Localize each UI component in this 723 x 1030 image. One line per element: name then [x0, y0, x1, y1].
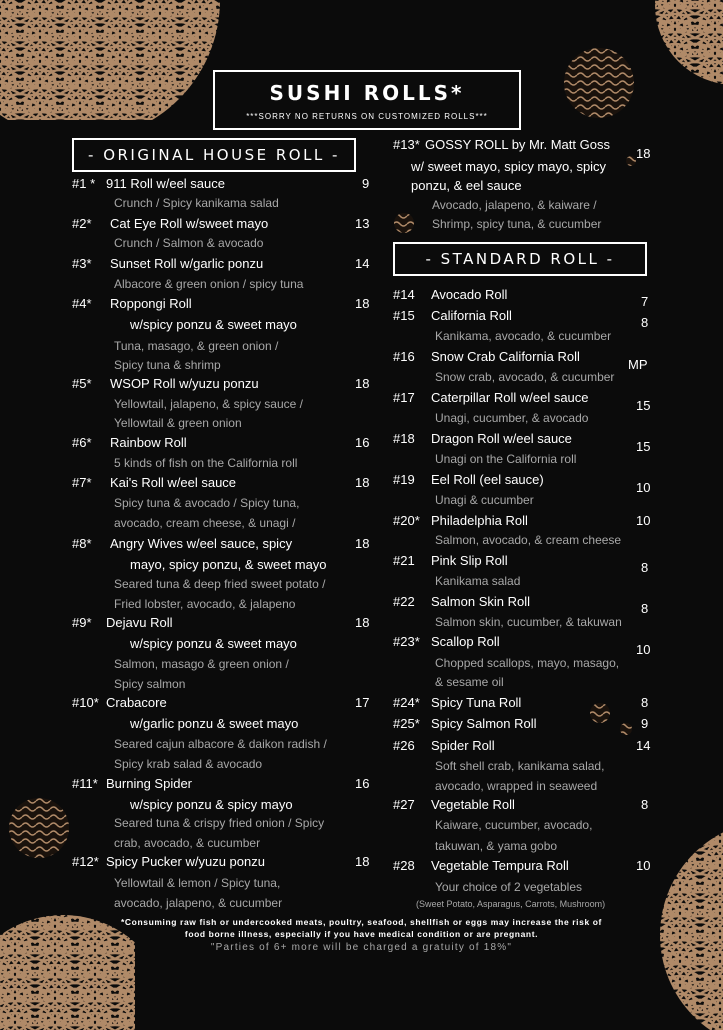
item-number: #23*	[393, 634, 420, 649]
item-price: 18	[355, 376, 370, 391]
item-price: 14	[636, 738, 651, 753]
item-description: Snow crab, avocado, & cucumber	[435, 370, 615, 384]
item-number: #17	[393, 390, 415, 405]
item-number: #22	[393, 594, 415, 609]
item-price: 18	[355, 615, 370, 630]
item-price: 16	[355, 435, 370, 450]
item-description: Spicy salmon	[114, 677, 186, 691]
item-note: (Sweet Potato, Asparagus, Carrots, Mushroom)	[416, 899, 606, 909]
item-price: 18	[636, 146, 651, 161]
item-description: avocado, jalapeno, & cucumber	[114, 896, 283, 910]
item-number: #12*	[72, 854, 99, 869]
item-price: 18	[355, 536, 370, 551]
item-number: #14	[393, 287, 415, 302]
item-number: #24*	[393, 695, 420, 710]
item-number: #15	[393, 308, 415, 323]
item-name: Burning Spider	[106, 776, 192, 791]
item-description: Unagi, cucumber, & avocado	[435, 411, 589, 425]
patterned-circle-left	[8, 797, 70, 859]
item-name: Caterpillar Roll w/eel sauce	[431, 390, 589, 405]
item-description: Salmon, avocado, & cream cheese	[435, 533, 622, 547]
item-sauce: mayo, spicy ponzu, & sweet mayo	[130, 557, 327, 572]
item-number: #2*	[72, 216, 92, 231]
item-sauce: w/spicy ponzu & sweet mayo	[130, 636, 297, 651]
item-name: Rainbow Roll	[110, 435, 187, 450]
item-price: 15	[636, 398, 651, 413]
item-number: #20*	[393, 513, 420, 528]
item-name: Dragon Roll w/eel sauce	[431, 431, 572, 446]
item-name: Spider Roll	[431, 738, 495, 753]
item-description: 5 kinds of fish on the California roll	[114, 456, 298, 470]
page-title: SUSHI ROLLS*	[269, 81, 465, 105]
item-name: GOSSY ROLL by Mr. Matt Goss	[425, 137, 610, 152]
item-description: Shrimp, spicy tuna, & cucumber	[432, 217, 602, 231]
item-description: Crunch / Spicy kanikama salad	[114, 196, 279, 210]
item-price: 10	[636, 513, 651, 528]
item-name: Snow Crab California Roll	[431, 349, 580, 364]
item-sauce: w/spicy ponzu & sweet mayo	[130, 317, 297, 332]
item-price: 10	[636, 480, 651, 495]
item-description: Yellowtail & lemon / Spicy tuna,	[114, 876, 281, 890]
item-number: #26	[393, 738, 415, 753]
item-description: Yellowtail & green onion	[114, 416, 242, 430]
item-number: #6*	[72, 435, 92, 450]
item-price: 8	[641, 797, 649, 812]
wave-pattern-top-left	[0, 0, 230, 120]
item-description: Kanikama salad	[435, 574, 521, 588]
item-number: #10*	[72, 695, 99, 710]
item-description: Seared tuna & deep fried sweet potato /	[114, 577, 326, 591]
item-number: #27	[393, 797, 415, 812]
item-description: Salmon skin, cucumber, & takuwan	[435, 615, 622, 629]
item-description: Soft shell crab, kanikama salad,	[435, 759, 605, 773]
item-price: 10	[636, 858, 651, 873]
page-subtitle: ***SORRY NO RETURNS ON CUSTOMIZED ROLLS***	[246, 112, 488, 121]
item-price: 13	[355, 216, 370, 231]
item-description: Kanikama, avocado, & cucumber	[435, 329, 612, 343]
item-number: #25*	[393, 716, 420, 731]
item-number: #4*	[72, 296, 92, 311]
item-number: #28	[393, 858, 415, 873]
item-name: Salmon Skin Roll	[431, 594, 530, 609]
item-price: 15	[636, 439, 651, 454]
item-price: 8	[641, 695, 649, 710]
health-warning-line-1: *Consuming raw fish or undercooked meats, poultry, seafood, shellfish or eggs may increase the risk of	[121, 917, 602, 927]
item-description: Spicy krab salad & avocado	[114, 757, 263, 771]
item-description: Kaiware, cucumber, avocado,	[435, 818, 593, 832]
item-description: Tuna, masago, & green onion /	[114, 339, 279, 353]
health-warning-line-2: food borne illness, especially if you have medical condition or are pregnant.	[184, 929, 539, 939]
item-name: Crabacore	[106, 695, 167, 710]
item-description: takuwan, & yama gobo	[435, 839, 558, 853]
item-price: 8	[641, 560, 649, 575]
item-name: Vegetable Tempura Roll	[431, 858, 569, 873]
item-name: Spicy Salmon Roll	[431, 716, 537, 731]
item-description: crab, avocado, & cucumber	[114, 836, 261, 850]
item-price: 17	[355, 695, 370, 710]
item-description: avocado, wrapped in seaweed	[435, 779, 598, 793]
item-description: & sesame oil	[435, 675, 504, 689]
item-price: 18	[355, 296, 370, 311]
item-description: Chopped scallops, mayo, masago,	[435, 656, 620, 670]
wave-pattern-top-right	[655, 0, 723, 90]
item-description: Fried lobster, avocado, & jalapeno	[114, 597, 296, 611]
item-description: Albacore & green onion / spicy tuna	[114, 277, 304, 291]
item-description: Spicy tuna & avocado / Spicy tuna,	[114, 496, 300, 510]
item-name: Cat Eye Roll w/sweet mayo	[110, 216, 269, 231]
item-description: Seared cajun albacore & daikon radish /	[114, 737, 327, 751]
item-price: 9	[641, 716, 649, 731]
item-price: 16	[355, 776, 370, 791]
item-price: 14	[355, 256, 370, 271]
item-name: Vegetable Roll	[431, 797, 515, 812]
item-sauce: w/ sweet mayo, spicy mayo, spicy	[411, 159, 607, 174]
item-number: #21	[393, 553, 415, 568]
item-number: #1 *	[72, 176, 96, 191]
item-description: Yellowtail, jalapeno, & spicy sauce /	[114, 397, 303, 411]
item-price: 18	[355, 854, 370, 869]
item-price: 8	[641, 315, 649, 330]
item-name: WSOP Roll w/yuzu ponzu	[110, 376, 259, 391]
item-name: Philadelphia Roll	[431, 513, 528, 528]
item-number: #18	[393, 431, 415, 446]
item-number: #16	[393, 349, 415, 364]
item-name: Pink Slip Roll	[431, 553, 508, 568]
item-price: 10	[636, 642, 651, 657]
item-description: Unagi on the California roll	[435, 452, 577, 466]
item-number: #9*	[72, 615, 92, 630]
patterned-circle-top-right	[563, 47, 635, 119]
section-standard-roll: - STANDARD ROLL -	[393, 242, 647, 276]
item-name: Spicy Pucker w/yuzu ponzu	[106, 854, 265, 869]
item-number: #19	[393, 472, 415, 487]
item-description: Your choice of 2 vegetables	[435, 880, 582, 894]
item-name: Eel Roll (eel sauce)	[431, 472, 544, 487]
item-name: California Roll	[431, 308, 512, 323]
small-dot-2	[589, 702, 611, 724]
item-sauce: ponzu, & eel sauce	[411, 178, 522, 193]
item-price: 7	[641, 294, 649, 309]
item-description: Spicy tuna & shrimp	[114, 358, 221, 372]
item-price: MP	[628, 357, 648, 372]
item-number: #7*	[72, 475, 92, 490]
small-dot-3	[619, 722, 633, 736]
item-name: Kai's Roll w/eel sauce	[110, 475, 237, 490]
item-description: Crunch / Salmon & avocado	[114, 236, 264, 250]
item-name: 911 Roll w/eel sauce	[106, 176, 225, 191]
item-name: Roppongi Roll	[110, 296, 192, 311]
item-number: #13*	[393, 137, 420, 152]
item-price: 8	[641, 601, 649, 616]
item-name: Sunset Roll w/garlic ponzu	[110, 256, 264, 271]
item-name: Dejavu Roll	[106, 615, 173, 630]
item-name: Spicy Tuna Roll	[431, 695, 522, 710]
gratuity-note: "Parties of 6+ more will be charged a gratuity of 18%"	[210, 942, 513, 953]
item-name: Avocado Roll	[431, 287, 508, 302]
item-description: avocado, cream cheese, & unagi /	[114, 516, 296, 530]
item-number: #5*	[72, 376, 92, 391]
section-original-house-roll: - ORIGINAL HOUSE ROLL -	[72, 138, 356, 172]
small-dot-1	[393, 212, 415, 234]
item-number: #8*	[72, 536, 92, 551]
item-sauce: w/spicy ponzu & spicy mayo	[130, 797, 293, 812]
item-description: Unagi & cucumber	[435, 493, 534, 507]
item-number: #3*	[72, 256, 92, 271]
item-price: 18	[355, 475, 370, 490]
item-name: Angry Wives w/eel sauce, spicy	[110, 536, 293, 551]
item-description: Salmon, masago & green onion /	[114, 657, 289, 671]
item-sauce: w/garlic ponzu & sweet mayo	[130, 716, 299, 731]
title-box	[213, 70, 521, 130]
item-name: Scallop Roll	[431, 634, 500, 649]
item-price: 9	[362, 176, 370, 191]
item-number: #11*	[72, 776, 98, 791]
item-description: Avocado, jalapeno, & kaiware /	[432, 198, 597, 212]
item-description: Seared tuna & crispy fried onion / Spicy	[114, 816, 325, 830]
